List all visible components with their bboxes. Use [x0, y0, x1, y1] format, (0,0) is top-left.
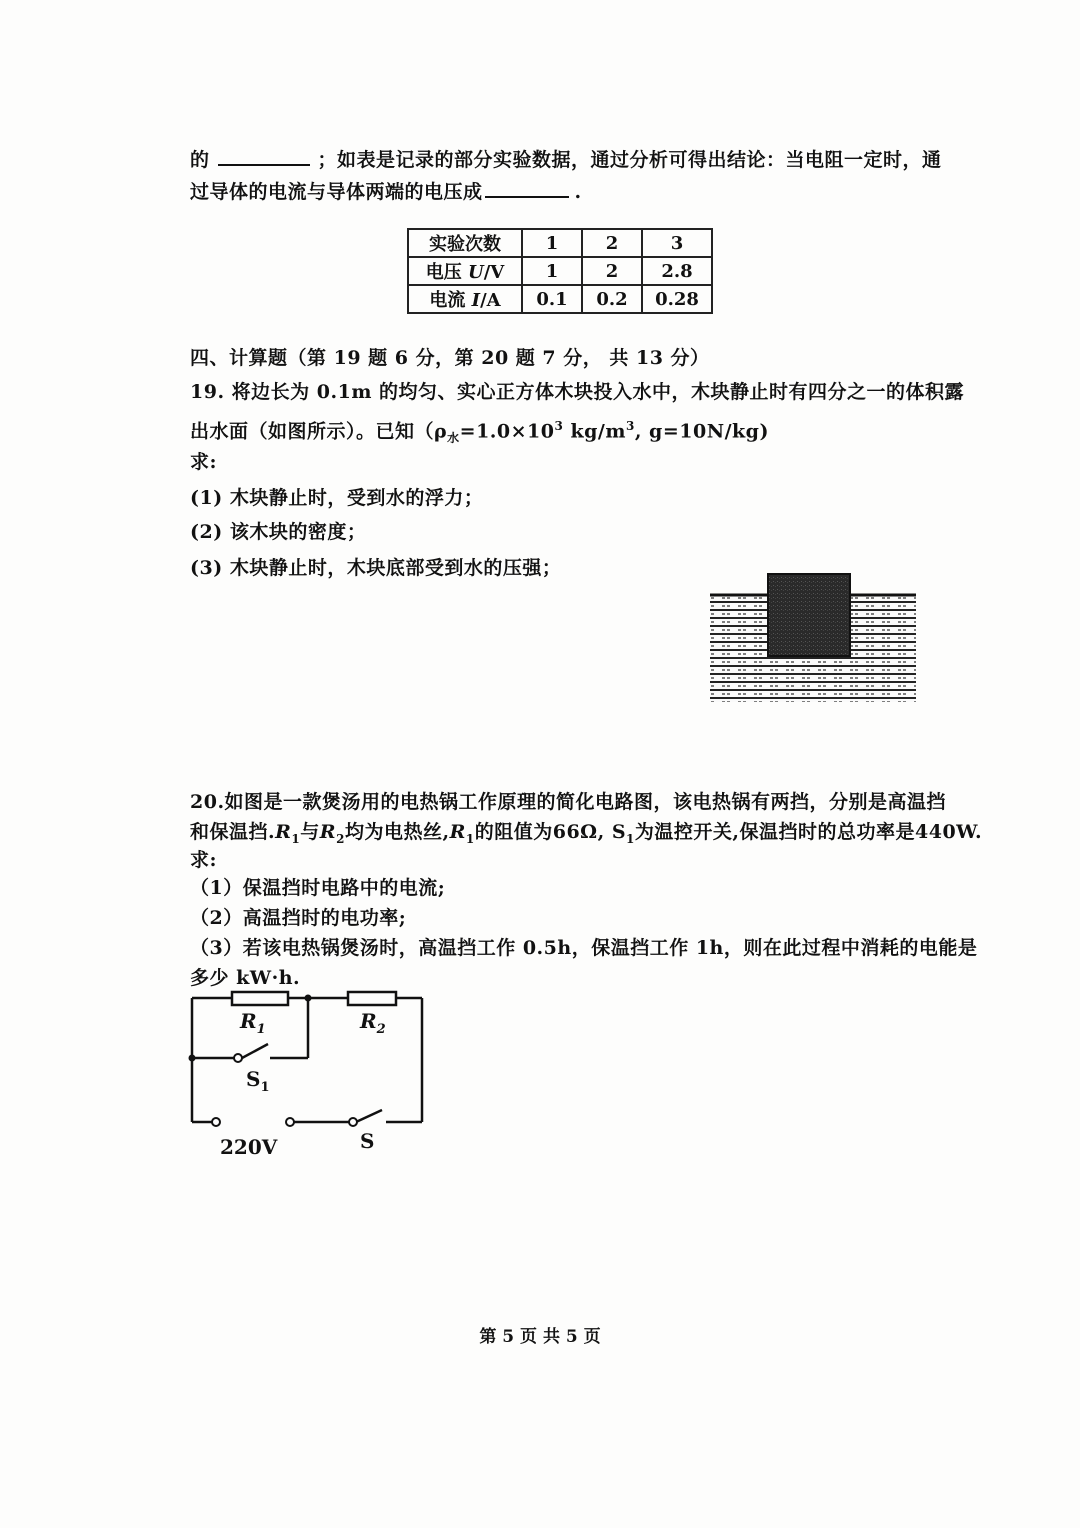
- experiment-table: [407, 228, 713, 314]
- table-cell: 2: [582, 229, 642, 257]
- q19-sup: 3: [625, 419, 635, 433]
- row-label-var: U: [468, 262, 484, 283]
- q20-part-3b: 多少 kW·h.: [190, 967, 301, 989]
- section-title: 四、计算题（第 19 题 6 分，第 20 题 7 分， 共 13 分）: [190, 347, 710, 369]
- switch-s1-blade: [242, 1044, 268, 1058]
- q19-text: 出水面（如图所示）。已知（ρ: [190, 420, 448, 443]
- q19-line-2: [190, 414, 769, 450]
- table-cell: 0.2: [582, 285, 642, 313]
- q20-line-1: 20.如图是一款煲汤用的电热锅工作原理的简化电路图，该电热锅有两挡，分别是高温挡: [190, 791, 947, 813]
- q18-text: 过导体的电流与导体两端的电压成: [190, 181, 483, 203]
- q20-var: R: [275, 821, 292, 843]
- q20-text: 的阻值为66Ω, S: [474, 821, 627, 843]
- q19-text: , g=10N/kg): [634, 420, 769, 443]
- q20-sub: 2: [336, 831, 345, 846]
- label-r1: $R_1$: [240, 1009, 266, 1037]
- table-cell: 0.1: [522, 285, 582, 313]
- table-cell: [408, 285, 522, 313]
- label-s: S: [360, 1129, 375, 1153]
- answer-blank: [218, 146, 310, 166]
- table-cell: 3: [642, 229, 712, 257]
- q19-sub: 水: [447, 431, 460, 446]
- q20-sub: 1: [626, 831, 635, 846]
- junction-dot: [189, 1055, 196, 1062]
- table-cell: 1: [522, 257, 582, 285]
- table-cell: 2.8: [642, 257, 712, 285]
- row-label-var: I: [471, 290, 481, 311]
- row-label: 电压: [425, 262, 469, 283]
- table-row: [408, 229, 712, 257]
- row-label-unit: /V: [483, 262, 505, 283]
- q18-text: ；如表是记录的部分实验数据，通过分析可得出结论：当电阻一定时，通: [317, 149, 942, 171]
- q19-ask: 求:: [190, 451, 218, 473]
- resistor-r1: [232, 992, 288, 1005]
- table-cell: 0.28: [642, 285, 712, 313]
- table-row: [408, 257, 712, 285]
- circuit-diagram: [180, 986, 440, 1166]
- q19-part-1: (1) 木块静止时，受到水的浮力；: [190, 487, 484, 509]
- q20-text: 和保温挡.: [190, 821, 276, 843]
- resistor-r2: [348, 992, 396, 1005]
- source-terminal: [212, 1118, 220, 1126]
- wood-block: [768, 574, 850, 656]
- page-footer: 第 5 页 共 5 页: [479, 1327, 601, 1347]
- q20-part-3: （3）若该电热锅煲汤时，高温挡工作 0.5h，保温挡工作 1h，则在此过程中消耗的电能是: [190, 937, 978, 959]
- q19-text: =1.0×10: [459, 420, 555, 443]
- row-label: 电流: [429, 290, 472, 311]
- q20-part-1: （1）保温挡时电路中的电流;: [190, 877, 446, 899]
- q19-text: kg/m: [563, 420, 626, 443]
- q20-text: 为温控开关,保温挡时的总功率是440W.: [634, 821, 983, 843]
- q20-line-2: [190, 820, 982, 851]
- q19-sup: 3: [554, 419, 564, 433]
- q18-text: 的: [190, 149, 210, 171]
- wood-block-figure: [704, 568, 920, 708]
- q18-line-2: [190, 178, 582, 204]
- table-cell: [408, 257, 522, 285]
- q20-sub: 1: [291, 831, 301, 846]
- label-s1: $S_1$: [246, 1067, 270, 1095]
- table-row: [408, 285, 712, 313]
- q20-sub: 1: [465, 831, 475, 846]
- q20-part-2: （2）高温挡时的电功率;: [190, 907, 407, 929]
- q19-line-1: 19. 将边长为 0.1m 的均匀、实心正方体木块投入水中，木块静止时有四分之一的体积露: [190, 381, 965, 403]
- table-cell: 1: [522, 229, 582, 257]
- label-source: 220V: [220, 1135, 278, 1159]
- q19-part-3: (3) 木块静止时，木块底部受到水的压强；: [190, 557, 562, 579]
- table-cell: 2: [582, 257, 642, 285]
- table-cell: 实验次数: [408, 229, 522, 257]
- q18-text: .: [574, 181, 582, 203]
- label-r2: $R_2$: [360, 1009, 386, 1037]
- junction-dot: [305, 995, 312, 1002]
- q20-text: 与: [300, 821, 320, 843]
- q20-text: 均为电热丝,: [344, 821, 450, 843]
- q18-line-1: [190, 146, 942, 172]
- q20-var: R: [449, 821, 466, 843]
- switch-s-blade: [356, 1110, 382, 1122]
- row-label-unit: /A: [480, 290, 501, 311]
- q19-part-2: (2) 该木块的密度；: [190, 521, 367, 543]
- answer-blank: [485, 178, 569, 198]
- q20-var: R: [319, 821, 337, 843]
- s1-terminal: [234, 1054, 242, 1062]
- q20-ask: 求:: [190, 849, 218, 871]
- s-terminal: [349, 1118, 357, 1126]
- source-terminal: [286, 1118, 294, 1126]
